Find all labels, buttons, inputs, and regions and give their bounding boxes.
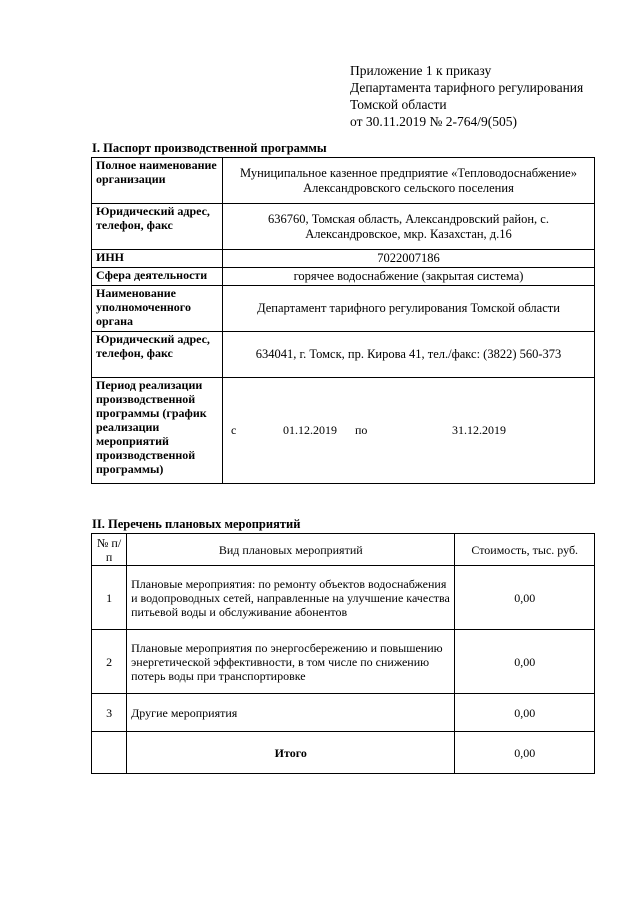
passport-value: 636760, Томская область, Александровский район, с. Александровское, мкр. Казахстан, д.16: [223, 204, 595, 250]
passport-row: [92, 204, 595, 250]
passport-label: Наименование уполномоченного органа: [92, 286, 223, 332]
passport-row: [92, 286, 595, 332]
table-row: [92, 630, 595, 694]
row-name: Плановые мероприятия: по ремонту объектов водоснабжения и водопроводных сетей, направленные на улучшение качества питьевой воды и обслуживание абонентов: [127, 566, 455, 630]
passport-value: 634041, г. Томск, пр. Кирова 41, тел./факс: (3822) 560-373: [223, 332, 595, 378]
total-row: [92, 732, 595, 774]
passport-value: горячее водоснабжение (закрытая система): [223, 268, 595, 286]
events-table: [91, 533, 595, 774]
passport-label: Юридический адрес, телефон, факс: [92, 204, 223, 250]
row-num: 1: [92, 566, 127, 630]
passport-row: [92, 332, 595, 378]
period-to-word: по: [355, 422, 368, 437]
total-num: [92, 732, 127, 774]
row-cost: 0,00: [455, 630, 595, 694]
header-num: № п/п: [92, 534, 127, 566]
events-title: II. Перечень плановых мероприятий: [92, 517, 301, 531]
header-name: Вид плановых мероприятий: [127, 534, 455, 566]
row-num: 3: [92, 694, 127, 732]
table-row: [92, 694, 595, 732]
passport-row: [92, 378, 595, 484]
row-num: 2: [92, 630, 127, 694]
appendix-line-4: от 30.11.2019 № 2-764/9(505): [350, 114, 517, 129]
total-cost: 0,00: [455, 732, 595, 774]
appendix-header: [350, 62, 620, 130]
period-line: [227, 423, 590, 439]
passport-row: [92, 158, 595, 204]
passport-table: [91, 157, 595, 484]
passport-label: Период реализации производственной программы (график реализации мероприятий производственной программы): [92, 378, 223, 484]
period-from-date: 01.12.2019: [283, 422, 337, 437]
table-row: [92, 566, 595, 630]
period-cell: [223, 378, 595, 484]
row-name: Другие мероприятия: [127, 694, 455, 732]
passport-label: Полное наименование организации: [92, 158, 223, 204]
passport-value: 7022007186: [223, 250, 595, 268]
appendix-line-2: Департамента тарифного регулирования: [350, 80, 584, 95]
passport-value: Муниципальное казенное предприятие «Тепловодоснабжение» Александровского сельского поселения: [223, 158, 595, 204]
passport-title: I. Паспорт производственной программы: [92, 141, 327, 155]
appendix-line-1: Приложение 1 к приказу: [350, 63, 492, 78]
passport-label: Сфера деятельности: [92, 268, 223, 286]
period-from-word: с: [231, 422, 237, 437]
period-to-date: 31.12.2019: [452, 422, 506, 437]
row-cost: 0,00: [455, 694, 595, 732]
passport-value: Департамент тарифного регулирования Томской области: [223, 286, 595, 332]
appendix-line-3: Томской области: [350, 97, 447, 112]
passport-row: [92, 250, 595, 268]
passport-label: ИНН: [92, 250, 223, 268]
passport-row: [92, 268, 595, 286]
total-label: Итого: [127, 732, 455, 774]
passport-label: Юридический адрес, телефон, факс: [92, 332, 223, 378]
row-cost: 0,00: [455, 566, 595, 630]
row-name: Плановые мероприятия по энергосбережению и повышению энергетической эффективности, в том числе по снижению потерь воды при транспортировке: [127, 630, 455, 694]
events-header-row: [92, 534, 595, 566]
header-cost: Стоимость, тыс. руб.: [455, 534, 595, 566]
